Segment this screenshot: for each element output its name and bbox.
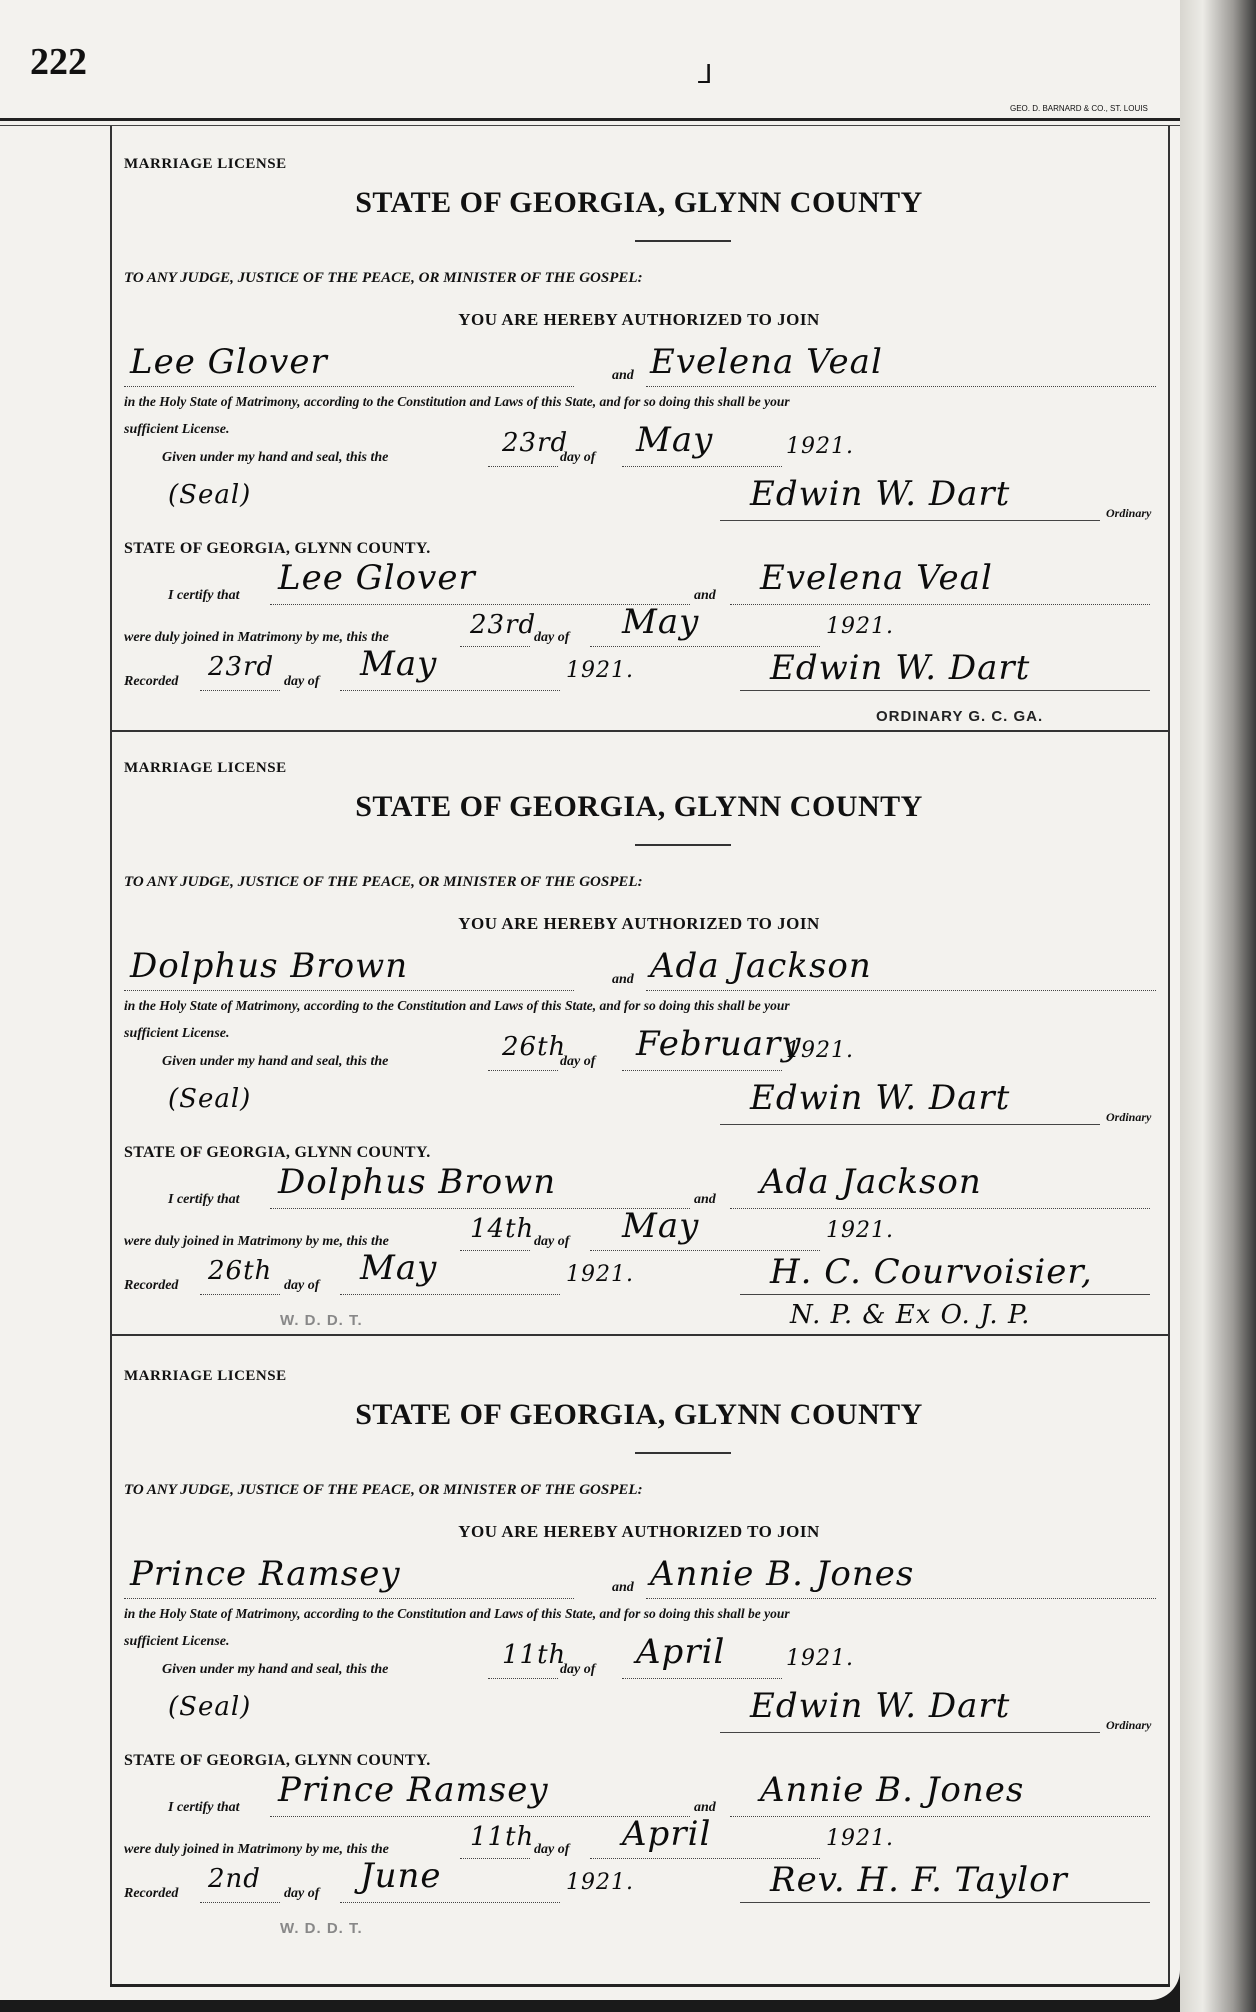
recorded-month: May: [360, 1248, 438, 1288]
marriage-license-entry: [110, 1340, 1168, 1944]
certificate-bride-name: Ada Jackson: [760, 1162, 982, 1202]
recorded-day: 23rd: [208, 652, 275, 682]
certificate-heading: STATE OF GEORGIA, GLYNN COUNTY.: [124, 1752, 431, 1769]
and-label: and: [612, 368, 634, 383]
married-year: 1921.: [826, 1218, 894, 1243]
officiant-signature: H. C. Courvoisier,: [770, 1252, 1093, 1292]
married-day-of-label: day of: [534, 630, 570, 645]
printer-imprint: GEO. D. BARNARD & CO., ST. LOUIS: [1010, 104, 1148, 113]
license-day: 23rd: [502, 428, 569, 458]
officiant-signature: Rev. H. F. Taylor: [770, 1860, 1068, 1900]
ordinary-stamp: W. D. D. T.: [280, 1920, 363, 1937]
day-of-label: day of: [560, 450, 596, 465]
and-label: and: [612, 1580, 634, 1595]
certificate-heading: STATE OF GEORGIA, GLYNN COUNTY.: [124, 540, 431, 557]
license-month-line: [622, 1070, 782, 1071]
certificate-and-label: and: [694, 1192, 716, 1207]
right-margin-rule: [1168, 126, 1170, 1986]
license-day: 11th: [502, 1640, 567, 1670]
top-mark: ⅃: [698, 60, 713, 89]
sufficient-license-text: sufficient License.: [124, 422, 230, 437]
i-certify-text: I certify that: [168, 1800, 240, 1815]
license-label: MARRIAGE LICENSE: [124, 156, 287, 172]
certificate-and-label: and: [694, 588, 716, 603]
seal-mark: (Seal): [168, 1084, 252, 1114]
license-month: April: [636, 1632, 726, 1672]
addressee-line: TO ANY JUDGE, JUSTICE OF THE PEACE, OR MINISTER OF THE GOSPEL:: [124, 1482, 643, 1498]
authorization-heading: YOU ARE HEREBY AUTHORIZED TO JOIN: [458, 914, 820, 933]
given-under-text: Given under my hand and seal, this the: [162, 450, 389, 465]
officiant-signature-line: [740, 690, 1150, 691]
married-month-line: [590, 1858, 820, 1859]
certificate-groom-name: Prince Ramsey: [278, 1770, 549, 1810]
married-day-of-label: day of: [534, 1842, 570, 1857]
holy-state-text: in the Holy State of Matrimony, according to the Constitution and Laws of this State, and for so doing this shall be your: [124, 394, 790, 409]
recorded-year: 1921.: [566, 1870, 634, 1895]
married-month: May: [622, 1206, 700, 1246]
certificate-groom-name: Lee Glover: [278, 558, 476, 598]
sufficient-license-text: sufficient License.: [124, 1634, 230, 1649]
license-year: 1921.: [786, 1038, 854, 1063]
recorded-label: Recorded: [124, 674, 179, 689]
license-day-line: [488, 466, 558, 467]
state-title: STATE OF GEORGIA, GLYNN COUNTY: [355, 186, 923, 219]
duly-joined-text: were duly joined in Matrimony by me, this the: [124, 1234, 389, 1249]
recorded-day: 2nd: [208, 1864, 261, 1894]
book-spine: [1180, 0, 1256, 2012]
ordinary-signature-line: [720, 1124, 1100, 1125]
ordinary-label: Ordinary: [1106, 1718, 1152, 1732]
i-certify-text: I certify that: [168, 588, 240, 603]
married-day-of-label: day of: [534, 1234, 570, 1249]
addressee-line: TO ANY JUDGE, JUSTICE OF THE PEACE, OR MINISTER OF THE GOSPEL:: [124, 270, 643, 286]
marriage-license-entry: [110, 128, 1168, 732]
holy-state-text: in the Holy State of Matrimony, according to the Constitution and Laws of this State, and for so doing this shall be your: [124, 1606, 790, 1621]
duly-joined-text: were duly joined in Matrimony by me, this the: [124, 630, 389, 645]
header-rule-thin: [0, 125, 1180, 126]
title-rule: [635, 844, 731, 846]
state-title: STATE OF GEORGIA, GLYNN COUNTY: [355, 790, 923, 823]
certificate-bride-line: [730, 1816, 1150, 1817]
groom-name: Lee Glover: [130, 342, 328, 382]
officiant-signature-line: [740, 1294, 1150, 1295]
license-month: February: [636, 1024, 802, 1064]
given-under-text: Given under my hand and seal, this the: [162, 1662, 389, 1677]
married-month-line: [590, 646, 820, 647]
recorded-month-line: [340, 690, 560, 691]
married-month: May: [622, 602, 700, 642]
state-title: STATE OF GEORGIA, GLYNN COUNTY: [355, 1398, 923, 1431]
recorded-day-line: [200, 690, 280, 691]
header-rule: [0, 118, 1180, 121]
married-day-line: [460, 646, 530, 647]
married-month: April: [622, 1814, 712, 1854]
officiant-signature-line: [740, 1902, 1150, 1903]
groom-name: Prince Ramsey: [130, 1554, 401, 1594]
married-year: 1921.: [826, 1826, 894, 1851]
recorded-month: June: [360, 1856, 442, 1896]
bride-name: Ada Jackson: [650, 946, 872, 986]
license-month: May: [636, 420, 714, 460]
recorded-month-line: [340, 1902, 560, 1903]
recorded-day-line: [200, 1294, 280, 1295]
bottom-rule: [110, 1984, 1170, 1987]
recorded-year: 1921.: [566, 658, 634, 683]
recorded-day: 26th: [208, 1256, 273, 1286]
ordinary-signature-line: [720, 1732, 1100, 1733]
bride-name-line: [646, 1598, 1156, 1599]
seal-mark: (Seal): [168, 480, 252, 510]
license-label: MARRIAGE LICENSE: [124, 760, 287, 776]
bride-name: Annie B. Jones: [650, 1554, 915, 1594]
marriage-license-entry: [110, 732, 1168, 1336]
recorded-day-of-label: day of: [284, 674, 320, 689]
married-day: 11th: [470, 1822, 535, 1852]
addressee-line: TO ANY JUDGE, JUSTICE OF THE PEACE, OR MINISTER OF THE GOSPEL:: [124, 874, 643, 890]
groom-name-line: [124, 990, 574, 991]
certificate-heading: STATE OF GEORGIA, GLYNN COUNTY.: [124, 1144, 431, 1161]
bride-name: Evelena Veal: [650, 342, 883, 382]
recorded-day-of-label: day of: [284, 1278, 320, 1293]
married-day: 14th: [470, 1214, 535, 1244]
given-under-text: Given under my hand and seal, this the: [162, 1054, 389, 1069]
recorded-day-of-label: day of: [284, 1886, 320, 1901]
license-day: 26th: [502, 1032, 567, 1062]
i-certify-text: I certify that: [168, 1192, 240, 1207]
ordinary-signature: Edwin W. Dart: [750, 1078, 1011, 1118]
bride-name-line: [646, 990, 1156, 991]
groom-name: Dolphus Brown: [130, 946, 409, 986]
sufficient-license-text: sufficient License.: [124, 1026, 230, 1041]
recorded-month: May: [360, 644, 438, 684]
recorded-day-line: [200, 1902, 280, 1903]
ordinary-stamp: ORDINARY G. C. GA.: [876, 708, 1044, 725]
recorded-label: Recorded: [124, 1886, 179, 1901]
and-label: and: [612, 972, 634, 987]
holy-state-text: in the Holy State of Matrimony, according to the Constitution and Laws of this State, and for so doing this shall be your: [124, 998, 790, 1013]
certificate-bride-name: Annie B. Jones: [760, 1770, 1025, 1810]
ordinary-stamp: W. D. D. T.: [280, 1312, 363, 1329]
ordinary-label: Ordinary: [1106, 1110, 1152, 1124]
married-year: 1921.: [826, 614, 894, 639]
groom-name-line: [124, 1598, 574, 1599]
certificate-and-label: and: [694, 1800, 716, 1815]
title-rule: [635, 240, 731, 242]
page-number: 222: [30, 41, 87, 83]
duly-joined-text: were duly joined in Matrimony by me, this the: [124, 1842, 389, 1857]
authorization-heading: YOU ARE HEREBY AUTHORIZED TO JOIN: [458, 310, 820, 329]
married-day: 23rd: [470, 610, 537, 640]
day-of-label: day of: [560, 1662, 596, 1677]
certificate-groom-name: Dolphus Brown: [278, 1162, 557, 1202]
bride-name-line: [646, 386, 1156, 387]
ordinary-label: Ordinary: [1106, 506, 1152, 520]
title-rule: [635, 1452, 731, 1454]
certificate-bride-line: [730, 1208, 1150, 1209]
seal-mark: (Seal): [168, 1692, 252, 1722]
entry-separator: [110, 1334, 1168, 1336]
recorded-year: 1921.: [566, 1262, 634, 1287]
groom-name-line: [124, 386, 574, 387]
authorization-heading: YOU ARE HEREBY AUTHORIZED TO JOIN: [458, 1522, 820, 1541]
ordinary-signature: Edwin W. Dart: [750, 474, 1011, 514]
married-month-line: [590, 1250, 820, 1251]
license-year: 1921.: [786, 1646, 854, 1671]
license-label: MARRIAGE LICENSE: [124, 1368, 287, 1384]
ordinary-signature-line: [720, 520, 1100, 521]
license-month-line: [622, 466, 782, 467]
certificate-bride-name: Evelena Veal: [760, 558, 993, 598]
officiant-title: N. P. & Ex O. J. P.: [790, 1300, 1031, 1330]
officiant-signature: Edwin W. Dart: [770, 648, 1031, 688]
recorded-month-line: [340, 1294, 560, 1295]
married-day-line: [460, 1858, 530, 1859]
license-month-line: [622, 1678, 782, 1679]
recorded-label: Recorded: [124, 1278, 179, 1293]
ordinary-signature: Edwin W. Dart: [750, 1686, 1011, 1726]
married-day-line: [460, 1250, 530, 1251]
day-of-label: day of: [560, 1054, 596, 1069]
certificate-bride-line: [730, 604, 1150, 605]
license-day-line: [488, 1070, 558, 1071]
license-year: 1921.: [786, 434, 854, 459]
license-day-line: [488, 1678, 558, 1679]
